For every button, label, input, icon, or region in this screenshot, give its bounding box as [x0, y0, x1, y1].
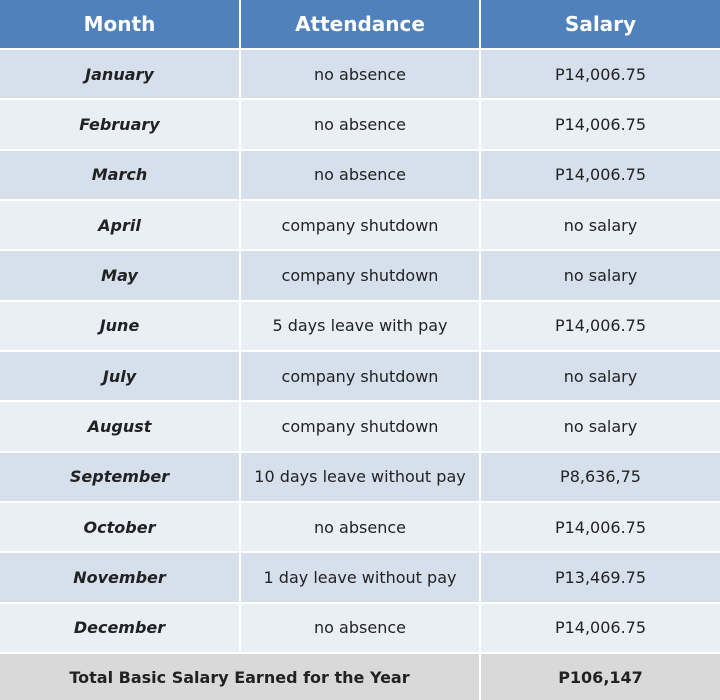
- table-row: [0, 552, 720, 602]
- total-value: P106,147: [480, 653, 720, 700]
- table-row: [0, 502, 720, 552]
- attendance-cell: company shutdown: [240, 351, 480, 401]
- attendance-cell: company shutdown: [240, 401, 480, 451]
- month-cell: November: [0, 552, 240, 602]
- column-header-month: Month: [0, 0, 240, 49]
- attendance-cell: company shutdown: [240, 250, 480, 300]
- table-row: [0, 150, 720, 200]
- month-cell: January: [0, 49, 240, 99]
- attendance-cell: 1 day leave without pay: [240, 552, 480, 602]
- salary-cell: no salary: [480, 351, 720, 401]
- salary-cell: P8,636,75: [480, 452, 720, 502]
- column-header-attendance: Attendance: [240, 0, 480, 49]
- salary-cell: no salary: [480, 250, 720, 300]
- table-row: [0, 99, 720, 149]
- table-row: [0, 452, 720, 502]
- month-cell: June: [0, 301, 240, 351]
- attendance-cell: no absence: [240, 603, 480, 653]
- table-row: [0, 401, 720, 451]
- salary-cell: P13,469.75: [480, 552, 720, 602]
- month-cell: February: [0, 99, 240, 149]
- month-cell: July: [0, 351, 240, 401]
- table-row: [0, 351, 720, 401]
- column-header-salary: Salary: [480, 0, 720, 49]
- attendance-cell: 10 days leave without pay: [240, 452, 480, 502]
- month-cell: May: [0, 250, 240, 300]
- month-cell: August: [0, 401, 240, 451]
- attendance-cell: 5 days leave with pay: [240, 301, 480, 351]
- table-row: [0, 250, 720, 300]
- salary-cell: P14,006.75: [480, 603, 720, 653]
- salary-cell: no salary: [480, 200, 720, 250]
- table-row: [0, 603, 720, 653]
- salary-cell: no salary: [480, 401, 720, 451]
- month-cell: October: [0, 502, 240, 552]
- salary-cell: P14,006.75: [480, 150, 720, 200]
- table-row: [0, 49, 720, 99]
- table-row: [0, 301, 720, 351]
- attendance-cell: no absence: [240, 99, 480, 149]
- salary-cell: P14,006.75: [480, 99, 720, 149]
- header-row: [0, 0, 720, 49]
- month-cell: April: [0, 200, 240, 250]
- total-row: [0, 653, 720, 700]
- attendance-cell: company shutdown: [240, 200, 480, 250]
- total-label: Total Basic Salary Earned for the Year: [0, 653, 480, 700]
- salary-cell: P14,006.75: [480, 502, 720, 552]
- month-cell: December: [0, 603, 240, 653]
- attendance-cell: no absence: [240, 502, 480, 552]
- salary-cell: P14,006.75: [480, 301, 720, 351]
- month-cell: March: [0, 150, 240, 200]
- month-cell: September: [0, 452, 240, 502]
- salary-cell: P14,006.75: [480, 49, 720, 99]
- attendance-cell: no absence: [240, 49, 480, 99]
- table-row: [0, 200, 720, 250]
- attendance-cell: no absence: [240, 150, 480, 200]
